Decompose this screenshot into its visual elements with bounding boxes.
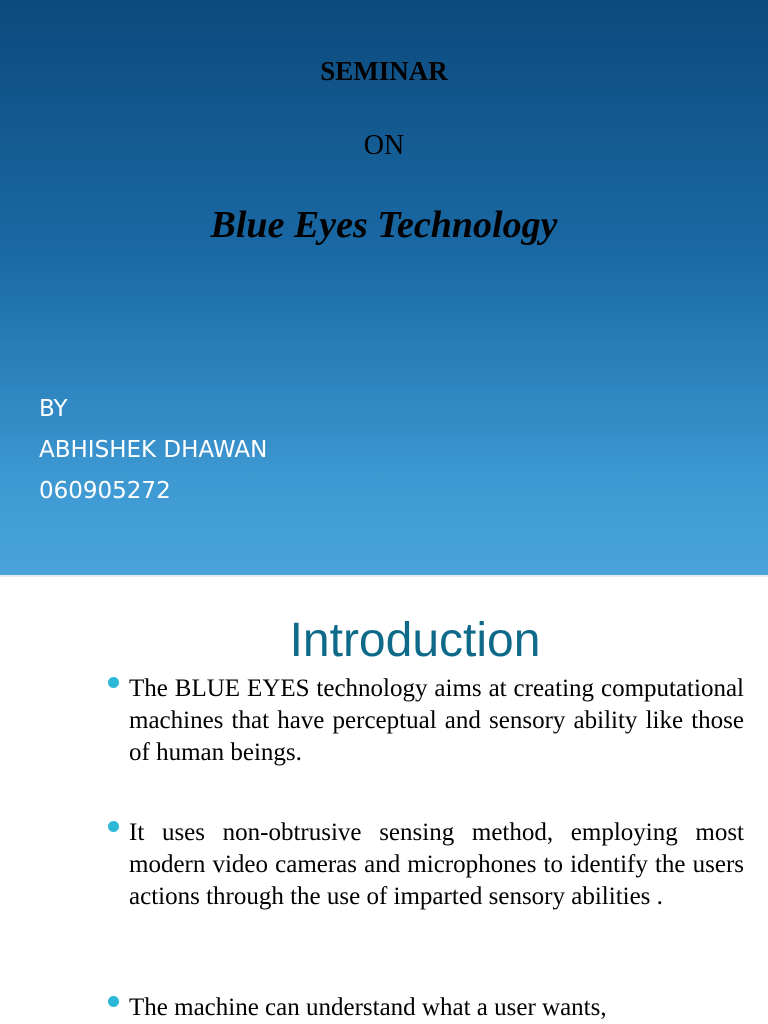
- seminar-topic: Blue Eyes Technology: [210, 204, 558, 246]
- roll-number: 060905272: [39, 478, 171, 504]
- author-block: [39, 389, 267, 512]
- introduction-heading: Introduction: [289, 614, 541, 667]
- bullet-text: The BLUE EYES technology aims at creating computational machines that have perceptual and sensory ability like those of human beings.: [129, 675, 744, 766]
- bullet-text: It uses non-obtrusive sensing method, employing most modern video cameras and microphones to identify the users actions through the use of imparted sensory abilities .: [129, 819, 744, 910]
- bullet-dot-icon: [108, 677, 119, 688]
- bullet-dot-icon: [108, 996, 119, 1007]
- bullet-text: The machine can understand what a user wants,: [129, 994, 607, 1021]
- by-label: BY: [39, 396, 68, 422]
- author-name: ABHISHEK DHAWAN: [39, 437, 268, 463]
- on-label: ON: [363, 130, 405, 161]
- bullet-dot-icon: [108, 821, 119, 832]
- introduction-slide: [0, 577, 768, 1024]
- seminar-heading: SEMINAR: [320, 56, 448, 86]
